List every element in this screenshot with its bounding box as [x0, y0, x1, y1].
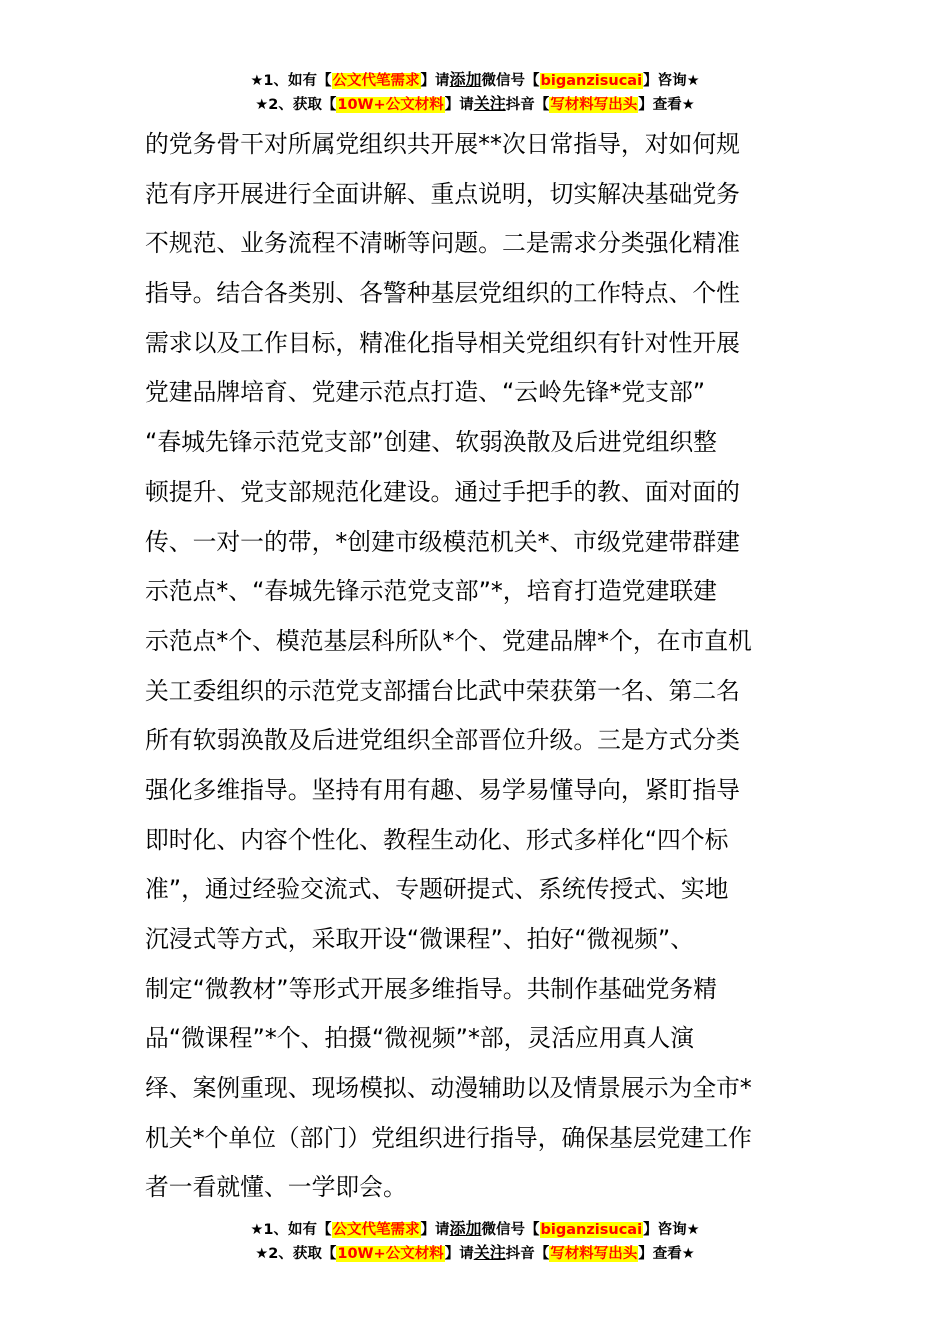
- footer-line-1-highlight-wechat: biganzisucai: [540, 1222, 643, 1238]
- body-line: 所有软弱涣散及后进党组织全部晋位升级。三是方式分类: [145, 726, 740, 755]
- header-line-2-highlight-materials: 10W+公文材料: [337, 97, 444, 113]
- body-line: 顿提升、党支部规范化建设。通过手把手的教、面对面的: [145, 477, 740, 506]
- footer-line-2-mid2: 抖音【: [505, 1246, 550, 1262]
- footer-line-1-underlined: 添加: [449, 1219, 482, 1238]
- body-line: 需求以及工作目标，精准化指导相关党组织有针对性开展: [145, 328, 740, 357]
- footer-line-1-mid1: 】请: [420, 1222, 450, 1238]
- header-line-2-mid2: 抖音【: [505, 97, 550, 113]
- header-line-1: [0, 70, 950, 94]
- body-line: 关工委组织的示范党支部擂台比武中荣获第一名、第二名: [145, 676, 740, 705]
- footer-line-1: [0, 1219, 950, 1243]
- body-line: 品“微课程”*个、拍摄“微视频”*部，灵活应用真人演: [145, 1024, 695, 1053]
- footer-banner: [0, 1219, 950, 1267]
- body-line: “春城先锋示范党支部”创建、软弱涣散及后进党组织整: [145, 428, 717, 457]
- body-line: 传、一对一的带，*创建市级模范机关*、市级党建带群建: [145, 527, 740, 556]
- header-line-1-suffix: 】咨询★: [643, 73, 700, 89]
- header-line-2-underlined: 关注: [473, 94, 506, 113]
- body-line: 指导。结合各类别、各警种基层党组织的工作特点、个性: [145, 279, 740, 308]
- body-line: 示范点*个、模范基层科所队*个、党建品牌*个，在市直机: [145, 626, 752, 655]
- header-line-1-underlined: 添加: [449, 70, 482, 89]
- body-line: 即时化、内容个性化、教程生动化、形式多样化“四个标: [145, 825, 729, 854]
- body-line: 制定“微教材”等形式开展多维指导。共制作基础党务精: [145, 974, 717, 1003]
- footer-line-1-mid2: 微信号【: [481, 1222, 540, 1238]
- footer-line-2: [0, 1243, 950, 1267]
- body-line: 绎、案例重现、现场模拟、动漫辅助以及情景展示为全市*: [145, 1074, 752, 1103]
- body-line: 党建品牌培育、党建示范点打造、“云岭先锋*党支部”: [145, 378, 706, 407]
- body-line: 者一看就懂、一学即会。: [145, 1173, 407, 1202]
- header-line-2-suffix: 】查看★: [638, 97, 695, 113]
- body-line: 机关*个单位（部门）党组织进行指导，确保基层党建工作: [145, 1123, 752, 1152]
- footer-line-2-suffix: 】查看★: [638, 1246, 695, 1262]
- header-banner: [0, 70, 950, 118]
- body-line: 不规范、业务流程不清晰等问题。二是需求分类强化精准: [145, 229, 740, 258]
- header-line-2: [0, 94, 950, 118]
- body-line: 范有序开展进行全面讲解、重点说明，切实解决基础党务: [145, 179, 740, 208]
- footer-line-1-suffix: 】咨询★: [643, 1222, 700, 1238]
- body-line: 沉浸式等方式，采取开设“微课程”、拍好“微视频”、: [145, 925, 695, 953]
- header-line-2-highlight-douyin: 写材料写出头: [550, 97, 638, 113]
- footer-line-1-prefix: ★1、如有【: [250, 1222, 332, 1238]
- header-line-2-prefix: ★2、获取【: [255, 97, 337, 113]
- body-line: 的党务骨干对所属党组织共开展**次日常指导，对如何规: [145, 130, 740, 158]
- document-body: [145, 120, 810, 1213]
- footer-line-2-prefix: ★2、获取【: [255, 1246, 337, 1262]
- header-line-1-highlight-service: 公文代笔需求: [332, 73, 420, 89]
- body-line: 示范点*、“春城先锋示范党支部”*，培育打造党建联建: [145, 577, 717, 606]
- body-line: 强化多维指导。坚持有用有趣、易学易懂导向，紧盯指导: [145, 775, 740, 804]
- header-line-1-mid1: 】请: [420, 73, 450, 89]
- header-line-2-mid1: 】请: [444, 97, 474, 113]
- header-line-1-mid2: 微信号【: [481, 73, 540, 89]
- footer-line-1-highlight-service: 公文代笔需求: [332, 1222, 420, 1238]
- footer-line-2-underlined: 关注: [473, 1243, 506, 1262]
- header-line-1-prefix: ★1、如有【: [250, 73, 332, 89]
- footer-line-2-mid1: 】请: [444, 1246, 474, 1262]
- footer-line-2-highlight-douyin: 写材料写出头: [550, 1246, 638, 1262]
- footer-line-2-highlight-materials: 10W+公文材料: [337, 1246, 444, 1262]
- body-line: 准”，通过经验交流式、专题研提式、系统传授式、实地: [145, 875, 729, 904]
- header-line-1-highlight-wechat: biganzisucai: [540, 73, 643, 89]
